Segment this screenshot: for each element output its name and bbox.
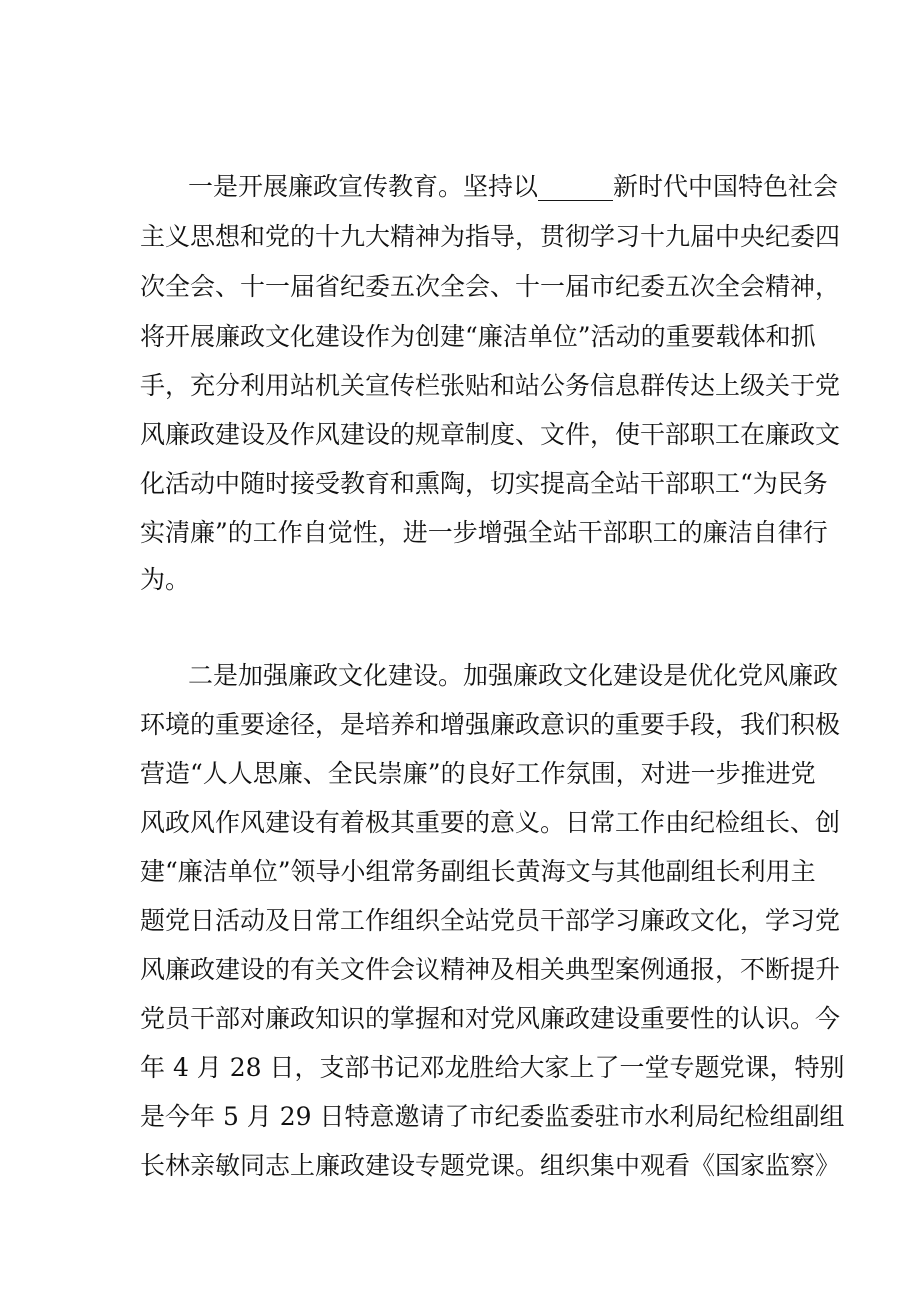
paragraph-2-line-10: 是今年 5 月 29 日特意邀请了市纪委监委驻市水利局纪检组副组 (140, 1102, 845, 1131)
paragraph-1-line-8: 实清廉”的工作自觉性，进一步增强全站干部职工的廉洁自律行 (140, 518, 828, 547)
paragraph-2-line-8: 党员干部对廉政知识的掌握和对党风廉政建设重要性的认识。今 (140, 1004, 841, 1033)
paragraph-2-line-6: 题党日活动及日常工作组织全站党员干部学习廉政文化，学习党 (140, 906, 841, 935)
paragraph-1-line-1: 一是开展廉政宣传教育。坚持以______新时代中国特色社会 (188, 172, 839, 201)
paragraph-1-line-5: 手，充分利用站机关宣传栏张贴和站公务信息群传达上级关于党 (140, 371, 841, 400)
paragraph-2-line-11: 长林亲敏同志上廉政建设专题党课。组织集中观看《国家监察》 (140, 1151, 841, 1180)
paragraph-2-line-3: 营造“人人思廉、全民崇廉”的良好工作氛围，对进一步推进党 (140, 759, 816, 788)
paragraph-1-line-9: 为。 (140, 565, 191, 594)
paragraph-2-line-7: 风廉政建设的有关文件会议精神及相关典型案例通报，不断提升 (140, 955, 841, 984)
paragraph-2-line-2: 环境的重要途径，是培养和增强廉政意识的重要手段，我们积极 (140, 710, 841, 739)
paragraph-2-line-5: 建“廉洁单位”领导小组常务副组长黄海文与其他副组长利用主 (140, 857, 816, 886)
paragraph-2-line-4: 风政风作风建设有着极其重要的意义。日常工作由纪检组长、创 (140, 808, 841, 837)
paragraph-1-line-4: 将开展廉政文化建设作为创建“廉洁单位”活动的重要载体和抓 (140, 322, 816, 351)
paragraph-2-line-9: 年 4 月 28 日，支部书记邓龙胜给大家上了一堂专题党课，特别 (140, 1053, 845, 1082)
paragraph-2-line-1: 二是加强廉政文化建设。加强廉政文化建设是优化党风廉政 (188, 661, 839, 690)
paragraph-1-line-7: 化活动中随时接受教育和熏陶，切实提高全站干部职工“为民务 (140, 469, 828, 498)
paragraph-1-line-6: 风廉政建设及作风建设的规章制度、文件，使干部职工在廉政文 (140, 420, 841, 449)
paragraph-1-line-2: 主义思想和党的十九大精神为指导，贯彻学习十九届中央纪委四 (140, 222, 841, 251)
paragraph-1-line-3: 次全会、十一届省纪委五次全会、十一届市纪委五次全会精神， (140, 272, 841, 301)
